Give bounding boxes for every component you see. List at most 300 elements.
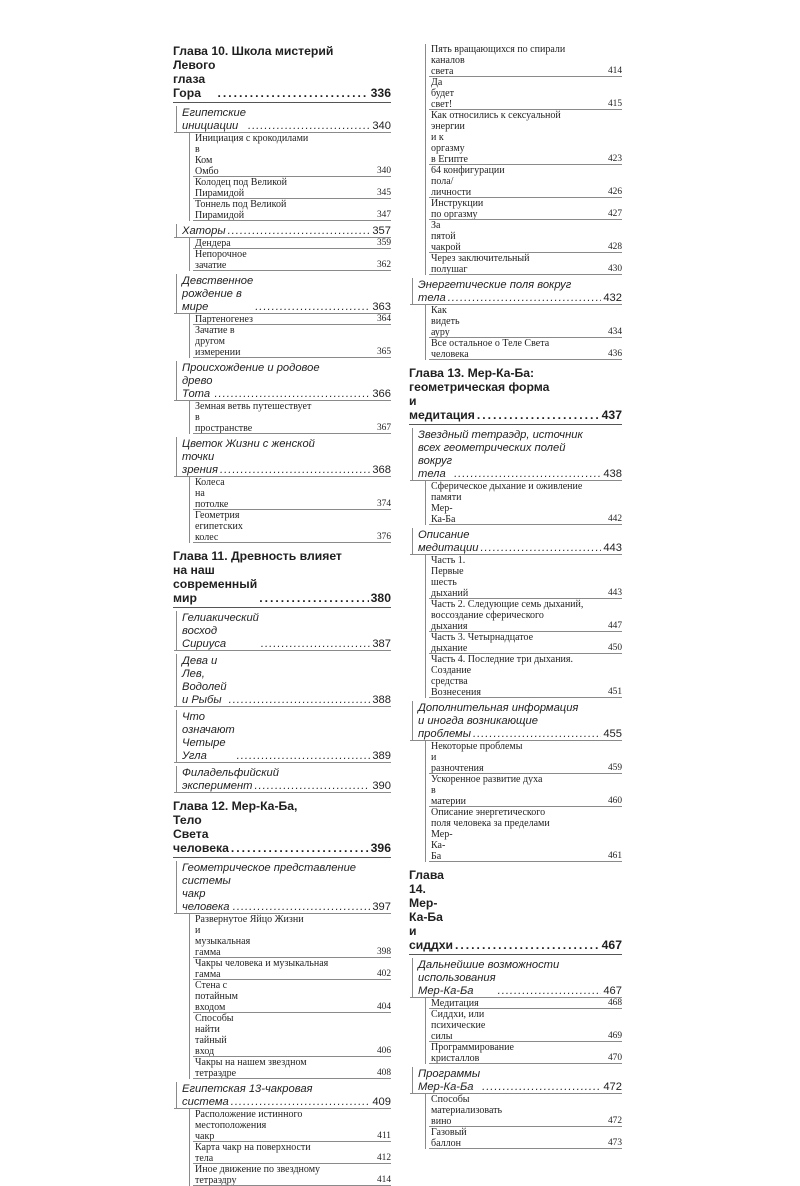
entry-left-bracket: [176, 274, 177, 314]
dot-leader: [259, 591, 368, 605]
toc-page-number: 427: [607, 209, 622, 219]
toc-entry-title-line: Часть 4. Последние три дыхания.: [431, 654, 574, 665]
toc-entry-title-line: система: [182, 1096, 229, 1108]
entry-underline: [409, 424, 622, 425]
toc-page-number: 380: [370, 591, 391, 605]
toc-entry-title-line: Египетская 13-чакровая: [182, 1083, 313, 1095]
entry-left-bracket: [189, 249, 190, 271]
toc-section-entry: [418, 701, 622, 741]
toc-entry-title-line: Ускоренное развитие духа: [431, 774, 543, 785]
toc-page-number: 442: [607, 514, 622, 524]
entry-left-bracket: [176, 611, 177, 651]
toc-subsection-entry: [431, 110, 622, 165]
toc-page-number: 428: [607, 242, 622, 252]
toc-entry-title-line: Пять вращающихся по спирали: [431, 44, 566, 55]
entry-underline: [174, 706, 391, 707]
entry-underline: [193, 357, 391, 358]
toc-page-number: 455: [603, 728, 622, 740]
toc-entry-title-line: Хаторы: [182, 225, 226, 237]
entry-left-bracket: [425, 165, 426, 198]
toc-page-number: 430: [607, 264, 622, 274]
toc-subsection-entry: [195, 1142, 391, 1164]
entry-left-bracket: [425, 1009, 426, 1042]
toc-entry-title-line: дыхания: [431, 621, 468, 632]
toc-page-number: 414: [376, 1175, 391, 1185]
toc-page-number: 367: [376, 423, 391, 433]
toc-page-number: 374: [376, 499, 391, 509]
entry-left-bracket: [176, 1082, 177, 1109]
toc-section-entry: [182, 611, 391, 651]
toc-column-left: [173, 44, 391, 1186]
toc-entry-title-line: геометрическая форма: [409, 380, 550, 394]
toc-subsection-entry: [195, 1057, 391, 1079]
toc-entry-title-line: и музыкальная гамма: [195, 925, 251, 958]
toc-section-entry: [182, 224, 391, 238]
entry-left-bracket: [176, 654, 177, 707]
toc-entry-title-line: Колодец под Великой: [195, 177, 287, 188]
entry-left-bracket: [425, 1127, 426, 1149]
toc-entry-title-line: Пирамидой: [195, 210, 245, 221]
toc-page-number: 443: [603, 542, 622, 554]
toc-subsection-entry: [431, 1042, 622, 1064]
toc-page-number: 387: [372, 638, 391, 650]
toc-page-number: 467: [603, 985, 622, 997]
toc-entry-title-line: эксперимент: [182, 780, 253, 792]
toc-subsection-entry: [195, 133, 391, 177]
entry-left-bracket: [189, 401, 190, 434]
toc-page-number: 347: [376, 210, 391, 220]
toc-entry-title-line: Энергетические поля вокруг: [418, 279, 572, 291]
toc-subsection-entry: [431, 198, 622, 220]
toc-entry-title-line: Глава 13. Мер-Ка-Ба:: [409, 366, 535, 380]
toc-chapter-entry: [173, 799, 391, 858]
toc-column-right: [409, 44, 622, 1149]
entry-left-bracket: [189, 177, 190, 199]
toc-page-number: 340: [372, 120, 391, 132]
toc-entry-title-line: Некоторые проблемы: [431, 741, 523, 752]
toc-entry-title-line: тела: [418, 292, 446, 304]
toc-section-entry: [182, 861, 391, 914]
toc-entry-title-line: Глава 11. Древность влияет: [173, 549, 342, 563]
toc-page-number: 362: [376, 260, 391, 270]
toc-page-number: 365: [376, 347, 391, 357]
toc-page-number: 451: [607, 687, 622, 697]
entry-left-bracket: [189, 1057, 190, 1079]
entry-left-bracket: [189, 980, 190, 1013]
toc-entry-title-line: Тело Света человека: [173, 813, 229, 855]
dot-leader: [477, 408, 600, 422]
toc-page-number: 411: [377, 1131, 391, 1141]
entry-left-bracket: [425, 77, 426, 110]
entry-left-bracket: [425, 599, 426, 632]
toc-entry-title-line: Способы материализовать вино: [431, 1094, 503, 1127]
toc-page-number: 412: [376, 1153, 391, 1163]
toc-subsection-entry: [195, 980, 391, 1013]
toc-subsection-entry: [431, 774, 622, 807]
toc-page-number: 468: [607, 998, 622, 1008]
entry-left-bracket: [176, 437, 177, 477]
entry-left-bracket: [189, 1142, 190, 1164]
toc-section-entry: [182, 106, 391, 133]
dot-leader: [455, 938, 600, 952]
toc-entry-title-line: Левого глаза Гора: [173, 58, 216, 100]
entry-left-bracket: [425, 198, 426, 220]
toc-subsection-entry: [195, 199, 391, 221]
toc-entry-title-line: энергии и к оргазму в Египте: [431, 121, 468, 165]
toc-entry-title-line: точки зрения: [182, 451, 218, 476]
toc-entry-title-line: Гелиакический восход Сириуса: [182, 612, 259, 650]
entry-left-bracket: [189, 314, 190, 325]
toc-entry-title-line: Все остальное о Теле Света: [431, 338, 550, 349]
toc-entry-title-line: Колеса на потолке: [195, 477, 229, 510]
toc-entry-title-line: Пирамидой: [195, 188, 245, 199]
toc-subsection-entry: [195, 401, 391, 434]
toc-page-number: 345: [376, 188, 391, 198]
toc-subsection-entry: [431, 165, 622, 198]
entry-left-bracket: [412, 428, 413, 481]
toc-entry-title-line: Способы найти тайный вход: [195, 1013, 234, 1057]
toc-entry-title-line: Зачатие в другом измерении: [195, 325, 241, 358]
toc-entry-title-line: Сферическое дыхание и оживление: [431, 481, 583, 492]
toc-page-number: 414: [607, 66, 622, 76]
toc-entry-title-line: памяти Мер-Ка-Ба: [431, 492, 462, 525]
entry-underline: [429, 1148, 622, 1149]
toc-entry-title-line: Цветок Жизни с женской: [182, 438, 315, 450]
entry-left-bracket: [412, 701, 413, 741]
toc-page-number: 363: [372, 301, 391, 313]
entry-left-bracket: [425, 1042, 426, 1064]
toc-entry-title-line: За пятой чакрой: [431, 220, 461, 253]
entry-underline: [173, 607, 391, 608]
toc-page-number: 368: [372, 464, 391, 476]
toc-subsection-entry: [431, 654, 622, 698]
toc-page-number: 366: [372, 388, 391, 400]
toc-subsection-entry: [431, 305, 622, 338]
toc-entry-title-line: Карта чакр на поверхности: [195, 1142, 311, 1153]
toc-subsection-entry: [195, 249, 391, 271]
entry-underline: [429, 524, 622, 525]
toc-entry-title-line: и иногда возникающие: [418, 715, 538, 727]
toc-entry-title-line: в материи: [431, 785, 466, 807]
toc-subsection-entry: [195, 1164, 391, 1186]
entry-underline: [429, 861, 622, 862]
toc-page-number: 434: [607, 327, 622, 337]
toc-entry-title-line: Чакры человека и музыкальная: [195, 958, 329, 969]
toc-page-number: 461: [607, 851, 622, 861]
toc-section-entry: [182, 274, 391, 314]
toc-entry-title-line: местоположения чакр: [195, 1120, 267, 1142]
entry-left-bracket: [189, 958, 190, 980]
entry-left-bracket: [425, 555, 426, 599]
toc-page-number: 447: [607, 621, 622, 631]
entry-left-bracket: [425, 110, 426, 165]
toc-entry-title-line: поля человека за пределами: [431, 818, 550, 829]
toc-subsection-entry: [431, 632, 622, 654]
toc-entry-title-line: проблемы: [418, 728, 471, 740]
toc-entry-title-line: Непорочное зачатие: [195, 249, 247, 271]
toc-entry-title-line: Чакры на нашем звездном: [195, 1057, 307, 1068]
entry-underline: [174, 650, 391, 651]
toc-entry-title-line: Расположение истинного: [195, 1109, 303, 1120]
toc-entry-title-line: Дендера: [195, 238, 231, 249]
toc-entry-title-line: Геометрия египетских колес: [195, 510, 243, 543]
toc-subsection-entry: [195, 477, 391, 510]
toc-entry-title-line: Дальнейшие возможности: [418, 959, 560, 971]
toc-section-entry: [182, 437, 391, 477]
toc-entry-title-line: Геометрическое представление: [182, 862, 357, 874]
toc-page-number: 406: [376, 1046, 391, 1056]
toc-entry-title-line: Как относились к сексуальной: [431, 110, 561, 121]
toc-page-number: 364: [376, 314, 391, 324]
toc-entry-title-line: Девственное рождение в мире: [182, 275, 254, 313]
toc-subsection-entry: [431, 220, 622, 253]
toc-page-number: 443: [607, 588, 622, 598]
toc-entry-title-line: каналов света: [431, 55, 465, 77]
toc-subsection-entry: [431, 1009, 622, 1042]
toc-subsection-entry: [431, 338, 622, 360]
toc-entry-title-line: в пространстве: [195, 412, 253, 434]
toc-page-number: 388: [372, 694, 391, 706]
entry-left-bracket: [189, 325, 190, 358]
toc-entry-title-line: воссоздание сферического: [431, 610, 544, 621]
toc-chapter-entry: [409, 366, 622, 425]
toc-entry-title-line: гамма: [195, 969, 221, 980]
toc-entry-title-line: Развернутое Яйцо Жизни: [195, 914, 304, 925]
entry-underline: [193, 542, 391, 543]
toc-page-number: 408: [376, 1068, 391, 1078]
entry-underline: [173, 102, 391, 103]
toc-entry-title-line: тела: [195, 1153, 214, 1164]
toc-page-number: 340: [376, 166, 391, 176]
toc-page-number: 472: [607, 1116, 622, 1126]
toc-chapter-entry: [173, 44, 391, 103]
toc-entry-title-line: Дева и Лев, Водолей и Рыбы: [182, 655, 227, 706]
toc-page-number: 459: [607, 763, 622, 773]
toc-entry-title-line: Инициация с крокодилами: [195, 133, 309, 144]
toc-entry-title-line: человека: [431, 349, 469, 360]
toc-entry-title-line: в Ком Омбо: [195, 144, 219, 177]
toc-entry-title-line: Медитация: [431, 998, 479, 1009]
entry-left-bracket: [425, 774, 426, 807]
toc-subsection-entry: [431, 998, 622, 1009]
entry-left-bracket: [412, 1067, 413, 1094]
toc-section-entry: [182, 1082, 391, 1109]
entry-underline: [193, 270, 391, 271]
toc-entry-title-line: Филадельфийский: [182, 767, 279, 779]
toc-entry-title-line: пола/личности: [431, 176, 472, 198]
dot-leader: [217, 86, 368, 100]
toc-entry-title-line: Инструкции по оргазму: [431, 198, 484, 220]
entry-left-bracket: [425, 338, 426, 360]
toc-entry-title-line: тетраэдре: [195, 1068, 237, 1079]
toc-entry-title-line: Сиддхи, или психические силы: [431, 1009, 486, 1042]
entry-left-bracket: [176, 766, 177, 793]
entry-underline: [429, 359, 622, 360]
toc-subsection-entry: [431, 1094, 622, 1127]
toc-entry-title-line: Программирование кристаллов: [431, 1042, 514, 1064]
toc-page-number: 472: [603, 1081, 622, 1093]
toc-page-number: 469: [607, 1031, 622, 1041]
toc-entry-title-line: Звездный тетраэдр, источник: [418, 429, 583, 441]
entry-left-bracket: [189, 1164, 190, 1186]
entry-left-bracket: [425, 1094, 426, 1127]
entry-left-bracket: [189, 1013, 190, 1057]
toc-subsection-entry: [195, 325, 391, 358]
toc-subsection-entry: [431, 77, 622, 110]
toc-page-number: 336: [370, 86, 391, 100]
entry-underline: [173, 857, 391, 858]
toc-entry-title-line: Описание медитации: [418, 529, 479, 554]
toc-entry-title-line: на наш современный мир: [173, 563, 258, 605]
toc-entry-title-line: Происхождение и родовое: [182, 362, 320, 374]
toc-section-entry: [418, 528, 622, 555]
toc-entry-title-line: и разночтения: [431, 752, 484, 774]
entry-left-bracket: [412, 278, 413, 305]
entry-left-bracket: [425, 220, 426, 253]
entry-left-bracket: [176, 361, 177, 401]
entry-left-bracket: [425, 632, 426, 654]
toc-entry-title-line: Глава 14. Мер-Ка-Ба и сиддхи: [409, 868, 454, 952]
toc-entry-title-line: Описание энергетического: [431, 807, 546, 818]
toc-section-entry: [418, 428, 622, 481]
toc-page-number: 423: [607, 154, 622, 164]
toc-entry-title-line: Партеногенез: [195, 314, 253, 325]
entry-left-bracket: [425, 654, 426, 698]
entry-underline: [409, 954, 622, 955]
toc-entry-title-line: Часть 2. Следующие семь дыханий,: [431, 599, 584, 610]
toc-entry-title-line: Часть 3. Четырнадцатое: [431, 632, 534, 643]
toc-page-number: 450: [607, 643, 622, 653]
entry-left-bracket: [425, 741, 426, 774]
entry-left-bracket: [176, 710, 177, 763]
toc-chapter-entry: [173, 549, 391, 608]
toc-entry-title-line: Стена с потайным входом: [195, 980, 238, 1013]
toc-entry-title-line: и медитация: [409, 394, 475, 422]
entry-left-bracket: [425, 998, 426, 1009]
entry-underline: [193, 220, 391, 221]
entry-left-bracket: [176, 861, 177, 914]
toc-entry-title-line: Земная ветвь путешествует: [195, 401, 312, 412]
toc-entry-title-line: тетраэдру: [195, 1175, 237, 1186]
toc-entry-title-line: системы чакр человека: [182, 875, 231, 913]
toc-subsection-entry: [195, 914, 391, 958]
toc-subsection-entry: [195, 510, 391, 543]
toc-section-entry: [418, 278, 622, 305]
toc-entry-title-line: Газовый баллон: [431, 1127, 467, 1149]
toc-page-number: 467: [601, 938, 622, 952]
toc-page-number: 473: [607, 1138, 622, 1148]
toc-entry-title-line: Через заключительный: [431, 253, 530, 264]
toc-entry-title-line: Египетские инициации: [182, 107, 246, 132]
toc-section-entry: [418, 1067, 622, 1094]
toc-entry-title-line: Глава 10. Школа мистерий: [173, 44, 334, 58]
toc-section-entry: [182, 710, 391, 763]
toc-section-entry: [182, 766, 391, 793]
entry-left-bracket: [189, 914, 190, 958]
toc-page-number: 357: [372, 225, 391, 237]
toc-entry-title-line: Дополнительная информация: [418, 702, 579, 714]
toc-subsection-entry: [431, 481, 622, 525]
entry-left-bracket: [189, 510, 190, 543]
toc-subsection-entry: [431, 741, 622, 774]
entry-left-bracket: [425, 807, 426, 862]
entry-left-bracket: [189, 238, 190, 249]
entry-left-bracket: [189, 477, 190, 510]
entry-left-bracket: [176, 224, 177, 238]
toc-chapter-entry: [409, 868, 622, 955]
toc-page-number: 376: [376, 532, 391, 542]
toc-page-number: 402: [376, 969, 391, 979]
toc-page-number: 397: [372, 901, 391, 913]
toc-page-number: 426: [607, 187, 622, 197]
toc-entry-title-line: Как видеть ауру: [431, 305, 460, 338]
toc-entry-title-line: Глава 12. Мер-Ка-Ба,: [173, 799, 298, 813]
entry-left-bracket: [425, 253, 426, 275]
toc-section-entry: [182, 361, 391, 401]
entry-left-bracket: [189, 1109, 190, 1142]
entry-underline: [174, 792, 391, 793]
toc-section-entry: [418, 958, 622, 998]
toc-entry-title-line: 64 конфигурации: [431, 165, 505, 176]
entry-left-bracket: [425, 481, 426, 525]
entry-left-bracket: [189, 133, 190, 177]
toc-entry-title-line: использования Мер-Ка-Ба: [418, 972, 496, 997]
toc-page-number: 396: [370, 841, 391, 855]
toc-entry-title-line: Мер-Ка-Ба: [431, 829, 453, 862]
toc-entry-title-line: древо Тота: [182, 375, 213, 400]
toc-subsection-entry: [431, 599, 622, 632]
toc-entry-title-line: Программы Мер-Ка-Ба: [418, 1068, 481, 1093]
toc-page-number: 438: [603, 468, 622, 480]
toc-subsection-entry: [195, 314, 391, 325]
toc-subsection-entry: [431, 1127, 622, 1149]
toc-page-number: 390: [372, 780, 391, 792]
toc-entry-title-line: Тоннель под Великой: [195, 199, 287, 210]
toc-page-number: 359: [376, 238, 391, 248]
dot-leader: [231, 841, 369, 855]
toc-subsection-entry: [431, 44, 622, 77]
toc-entry-title-line: Что означают Четыре Угла: [182, 711, 235, 762]
entry-underline: [429, 1063, 622, 1064]
toc-entry-title-line: вокруг тела: [418, 455, 453, 480]
toc-subsection-entry: [195, 1109, 391, 1142]
toc-subsection-entry: [195, 958, 391, 980]
toc-page-number: 432: [603, 292, 622, 304]
toc-page-number: 409: [372, 1096, 391, 1108]
toc-subsection-entry: [431, 555, 622, 599]
entry-left-bracket: [189, 199, 190, 221]
entry-underline: [193, 433, 391, 434]
entry-underline: [193, 1078, 391, 1079]
entry-left-bracket: [425, 44, 426, 77]
entry-underline: [429, 697, 622, 698]
toc-page-number: 404: [376, 1002, 391, 1012]
toc-page-number: 415: [607, 99, 622, 109]
entry-left-bracket: [412, 958, 413, 998]
toc-entry-title-line: дыхание: [431, 643, 468, 654]
entry-left-bracket: [425, 305, 426, 338]
toc-page-number: 470: [607, 1053, 622, 1063]
toc-section-entry: [182, 654, 391, 707]
toc-page-number: 437: [601, 408, 622, 422]
toc-page-number: 436: [607, 349, 622, 359]
toc-entry-title-line: Создание средства Вознесения: [431, 665, 481, 698]
toc-subsection-entry: [431, 253, 622, 275]
toc-entry-title-line: полушаг: [431, 264, 468, 275]
toc-entry-title-line: всех геометрических полей: [418, 442, 566, 454]
entry-underline: [174, 762, 391, 763]
toc-page-number: 389: [372, 750, 391, 762]
